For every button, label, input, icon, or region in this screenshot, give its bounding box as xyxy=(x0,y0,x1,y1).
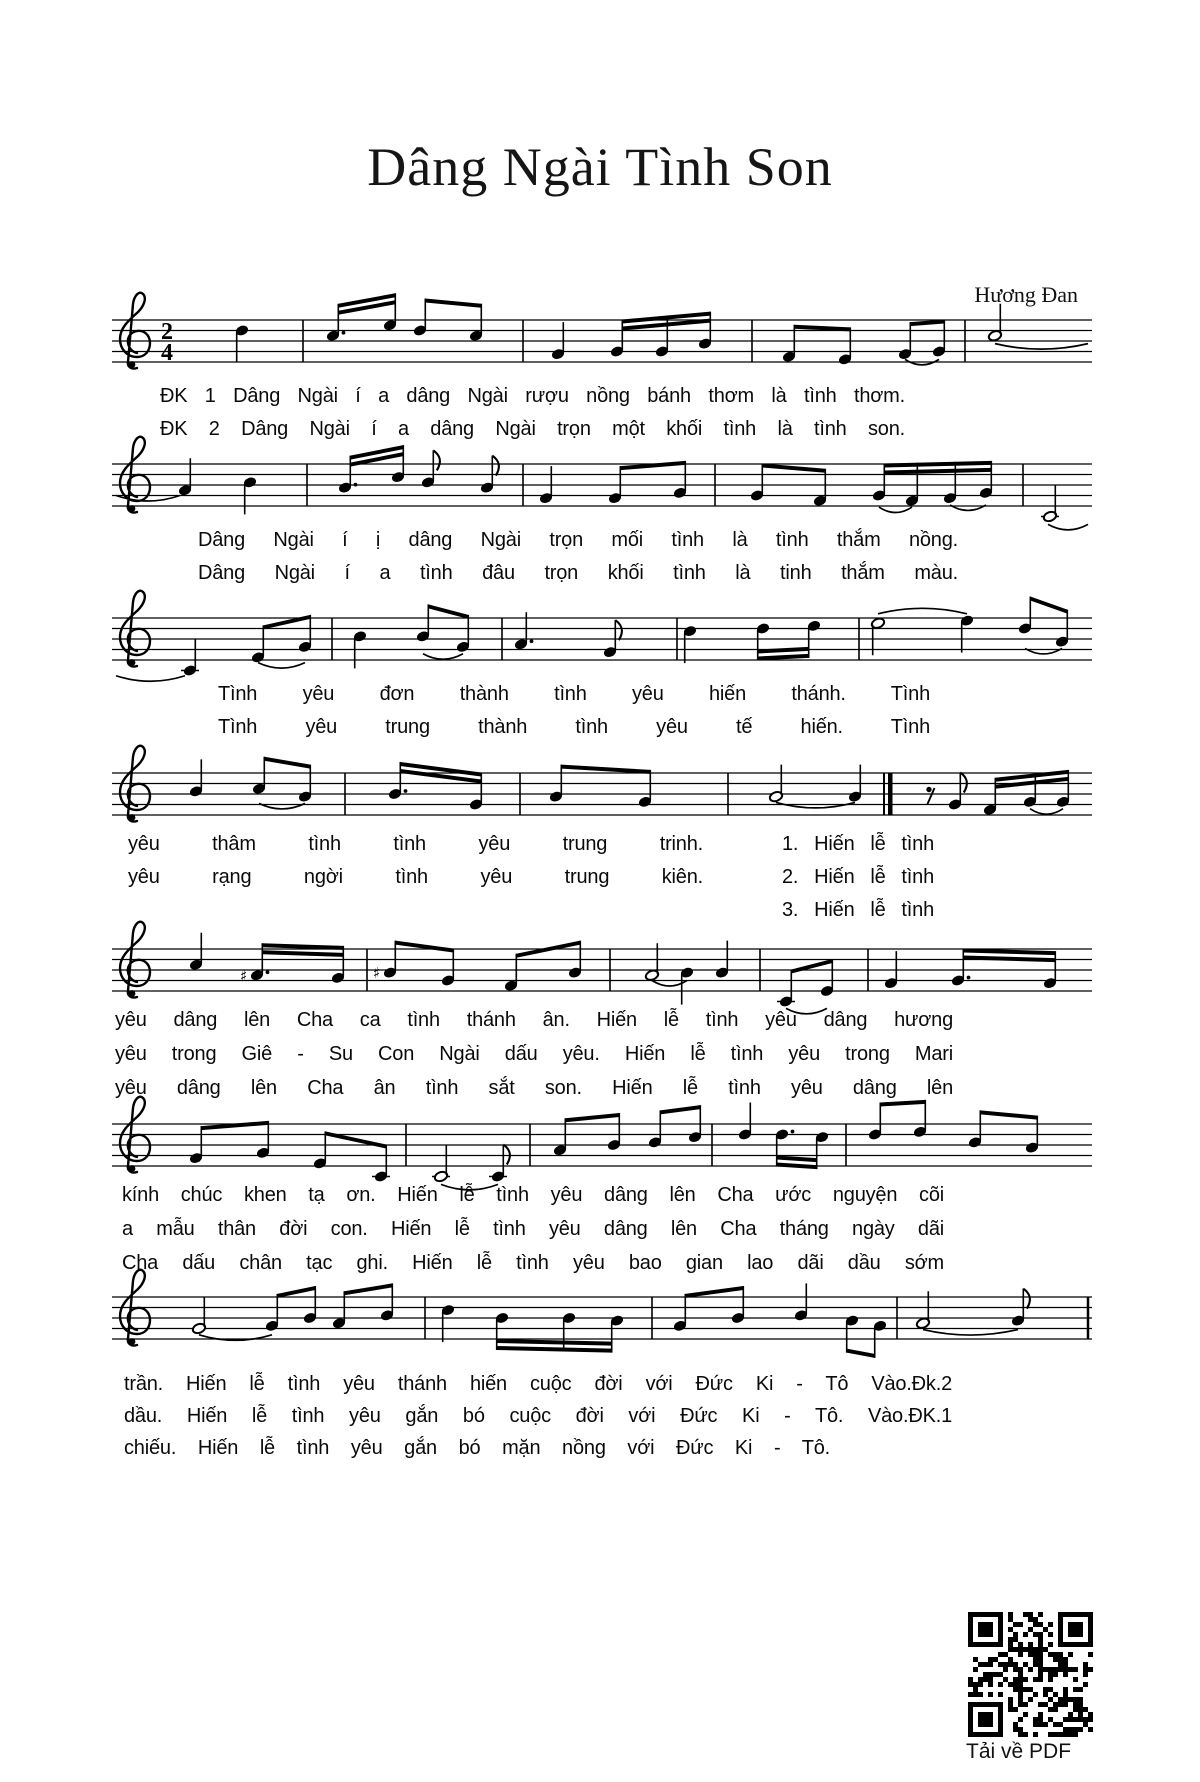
time-signature xyxy=(161,319,173,366)
slur xyxy=(776,802,855,808)
staff-notation-7 xyxy=(100,1225,1100,1390)
slur xyxy=(423,654,463,660)
lyric-line: a mẫu thân đời con. Hiến lễ tình yêu dâng lên Cha tháng ngày dãi xyxy=(122,1218,944,1240)
slur xyxy=(258,663,305,669)
svg-text:♯: ♯ xyxy=(373,964,381,983)
lyric-line: yêu trong Giê - Su Con Ngài dấu yêu. Hiến lễ tình yêu trong Mari xyxy=(115,1043,953,1065)
page-title: Dâng Ngài Tình Son xyxy=(367,137,833,197)
slur xyxy=(995,344,1088,350)
verse-label: 3. Hiến lễ tình xyxy=(782,899,934,921)
slur xyxy=(1030,809,1063,815)
lyric-line: Cha dấu chân tạc ghi. Hiến lễ tình yêu bao gian lao dãi dầu sớm xyxy=(122,1252,944,1274)
verse-label: 1. Hiến lễ tình xyxy=(782,833,934,855)
slur xyxy=(879,507,912,513)
svg-text:2: 2 xyxy=(161,319,173,345)
slur xyxy=(878,608,967,614)
qr-code xyxy=(968,1612,1093,1737)
slur xyxy=(923,1330,1018,1336)
lyric-line: ĐK 1 Dâng Ngài í a dâng Ngài rượu nồng bánh thơm là tình thơm. xyxy=(160,385,905,407)
lyric-line: Tình yêu đơn thành tình yêu hiến thánh. Tình xyxy=(218,683,930,705)
svg-text:♯: ♯ xyxy=(240,966,248,985)
qr-code-image xyxy=(968,1612,1093,1737)
composer-name: Hương Đan xyxy=(974,282,1078,307)
svg-text:4: 4 xyxy=(161,340,173,366)
music-system-7 xyxy=(0,1225,1200,1465)
lyric-line: yêu dâng lên Cha ca tình thánh ân. Hiến lễ tình yêu dâng hương xyxy=(115,1009,953,1031)
lyric-line: Tình yêu trung thành tình yêu tế hiến. Tình xyxy=(218,716,930,738)
slur xyxy=(116,676,185,682)
lyric-line: Dâng Ngài í ị dâng Ngài trọn mối tình là tình thắm nồng. xyxy=(198,529,958,551)
slur xyxy=(1048,524,1088,530)
download-pdf-link[interactable]: Tải về PDF xyxy=(966,1740,1072,1763)
lyric-line: trần. Hiến lễ tình yêu thánh hiến cuộc đời với Đức Ki - Tô Vào.Đk.2 xyxy=(124,1373,952,1395)
lyric-line: Dâng Ngài í a tình đâu trọn khối tình là tinh thắm màu. xyxy=(198,562,958,584)
lyric-line: dầu. Hiến lễ tình yêu gắn bó cuộc đời với Đức Ki - Tô. Vào.ĐK.1 xyxy=(124,1405,952,1427)
lyric-line: chiếu. Hiến lễ tình yêu gắn bó mặn nồng với Đức Ki - Tô. xyxy=(124,1437,830,1459)
lyric-line: yêu dâng lên Cha ân tình sắt son. Hiến lễ tình yêu dâng lên xyxy=(115,1077,953,1099)
lyric-line: kính chúc khen tạ ơn. Hiến lễ tình yêu dâng lên Cha ước nguyện cõi xyxy=(122,1184,944,1206)
verse-label: 2. Hiến lễ tình xyxy=(782,866,934,888)
lyric-line: yêu rạng ngời tình yêu trung kiên. xyxy=(128,866,703,888)
lyric-line: ĐK 2 Dâng Ngài í a dâng Ngài trọn một khối tình là tình son. xyxy=(160,418,905,440)
lyric-line: yêu thâm tình tình yêu trung trinh. xyxy=(128,833,703,855)
